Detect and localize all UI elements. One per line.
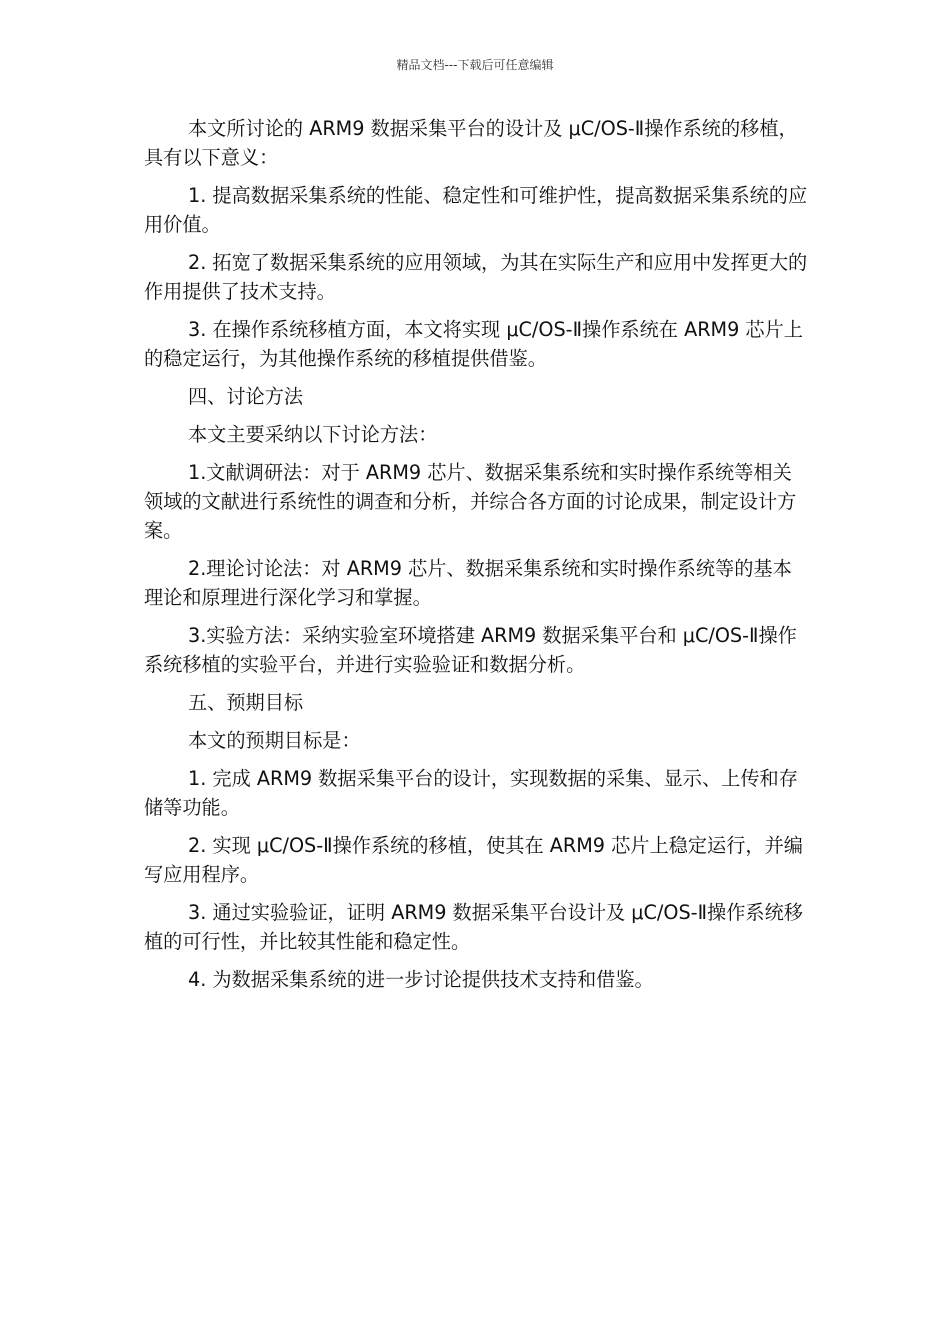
section-heading-goals: 五、预期目标 [188, 691, 304, 714]
document-body [144, 114, 808, 1003]
section-heading-methods: 四、讨论方法 [188, 385, 304, 408]
method-item-1: 1.文献调研法：对于 ARM9 芯片、数据采集系统和实时操作系统等相关领域的文献进行系统性的调查和分析，并综合各方面的讨论成果，制定设计方案。 [144, 461, 797, 542]
intro-paragraph: 本文所讨论的 ARM9 数据采集平台的设计及 μC/OS-Ⅱ操作系统的移植，具有以下意义： [144, 117, 798, 169]
goal-item-4: 4. 为数据采集系统的进一步讨论提供技术支持和借鉴。 [188, 968, 654, 991]
significance-item-2: 2. 拓宽了数据采集系统的应用领域，为其在实际生产和应用中发挥更大的作用提供了技术支持。 [144, 251, 808, 303]
page-header: 精品文档---下载后可任意编辑 [396, 58, 554, 72]
method-item-3: 3.实验方法：采纳实验室环境搭建 ARM9 数据采集平台和 μC/OS-Ⅱ操作系统移植的实验平台，并进行实验验证和数据分析。 [144, 624, 797, 676]
significance-item-1: 1. 提高数据采集系统的性能、稳定性和可维护性，提高数据采集系统的应用价值。 [144, 184, 808, 236]
goal-item-1: 1. 完成 ARM9 数据采集平台的设计，实现数据的采集、显示、上传和存储等功能。 [144, 767, 798, 819]
goal-item-2: 2. 实现 μC/OS-Ⅱ操作系统的移植，使其在 ARM9 芯片上稳定运行，并编写应用程序。 [144, 834, 803, 886]
significance-item-3: 3. 在操作系统移植方面，本文将实现 μC/OS-Ⅱ操作系统在 ARM9 芯片上的稳定运行，为其他操作系统的移植提供借鉴。 [144, 318, 803, 370]
goals-intro: 本文的预期目标是： [188, 729, 361, 752]
methods-intro: 本文主要采纳以下讨论方法： [188, 423, 438, 446]
method-item-2: 2.理论讨论法：对 ARM9 芯片、数据采集系统和实时操作系统等的基本理论和原理进行深化学习和掌握。 [144, 557, 792, 609]
goal-item-3: 3. 通过实验验证，证明 ARM9 数据采集平台设计及 μC/OS-Ⅱ操作系统移植的可行性，并比较其性能和稳定性。 [144, 901, 803, 953]
